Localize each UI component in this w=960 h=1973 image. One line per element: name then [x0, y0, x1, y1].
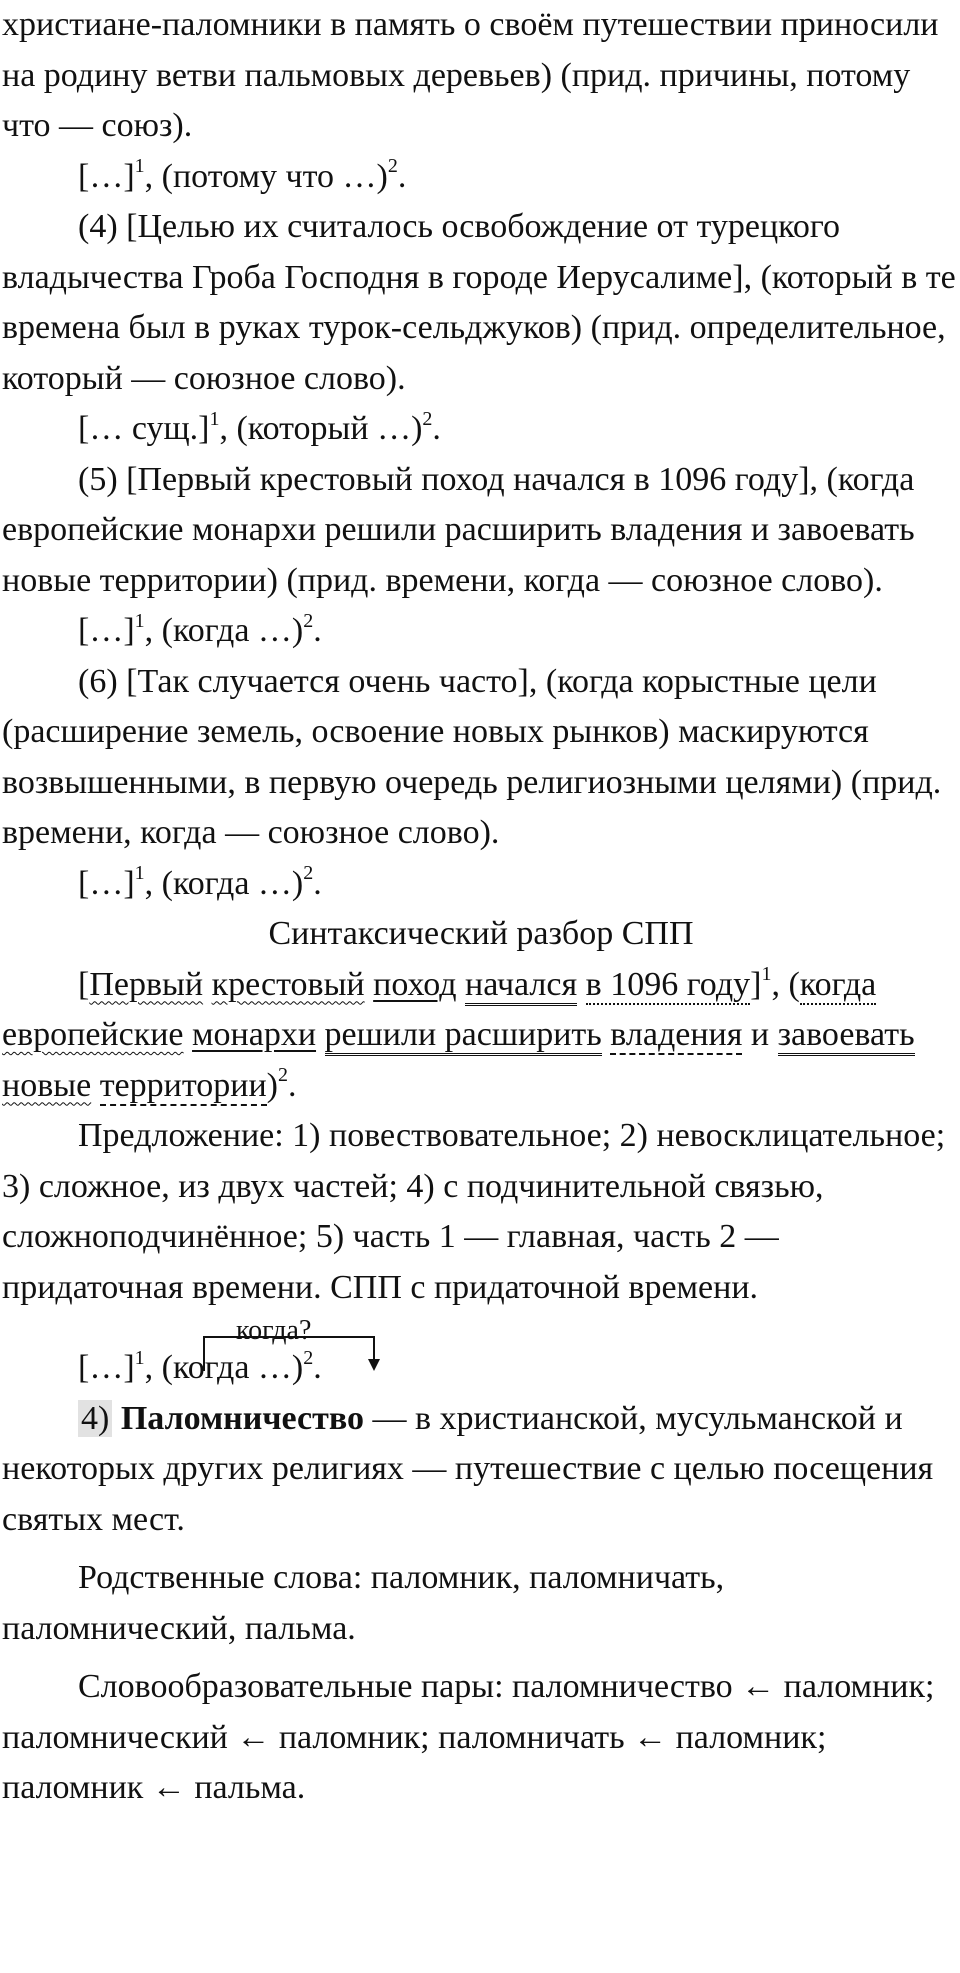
paragraph-5: (5) [Первый крестовый поход начался в 1096 году], (когда европейские монархи решили расширить владения и завоевать новые территории) (прид. времени, когда — союзное слово). — [2, 460, 915, 599]
scheme-part-main: […] — [78, 864, 135, 902]
word-object: владения — [610, 1016, 743, 1053]
superscript: 2 — [303, 862, 314, 885]
superscript: 1 — [209, 407, 220, 430]
word-definition: крестовый — [211, 965, 365, 1003]
word-definition: европейские — [2, 1016, 184, 1053]
scheme-3: […]$^1$, (потому что …)$^2$. — [78, 155, 407, 195]
scheme-part-sub: , (потому что …) — [144, 157, 388, 195]
superscript: 2 — [387, 155, 398, 178]
bracket: [ — [78, 965, 90, 1003]
term: Паломничество — [120, 1399, 364, 1437]
word-object: территории — [99, 1066, 267, 1104]
superscript: 2 — [422, 407, 433, 430]
word-definition: новые — [2, 1066, 92, 1104]
superscript: 2 — [277, 1064, 288, 1087]
word-adverbial: когда — [799, 965, 877, 1003]
scheme-4: [… сущ.]$^1$, (который …)$^2$. — [78, 407, 441, 447]
punct: . — [287, 1066, 297, 1104]
word-conjunction: и — [750, 1016, 770, 1053]
punct: , — [771, 965, 780, 1003]
paragraph-6: (6) [Так случается очень часто], (когда корыстные цели (расширение земель, освоение новых рынков) маскируются возвышенными, в первую очередь религиозными целями) (прид. времени, когда — союзное слово). — [2, 662, 942, 851]
scheme-6: […]$^1$, (когда …)$^2$. — [78, 862, 322, 902]
word-predicate: начался — [465, 966, 577, 1006]
superscript: 2 — [303, 1346, 314, 1369]
scheme-part-sub: , (когда …) — [144, 1349, 304, 1386]
scheme-part-sub: , (когда …) — [144, 612, 304, 649]
superscript: 1 — [134, 862, 145, 885]
paragraph-4: (4) [Целью их считалось освобождение от турецкого владычества Гроба Господня в городе Иерусалиме], (который в те времена был в руках турок-сельджуков) (прид. определительное, который — союзное слово). — [2, 208, 956, 397]
question-label: когда? — [236, 1315, 312, 1346]
bracket: ( — [788, 965, 800, 1003]
scheme-part-main: [… сущ.] — [78, 410, 210, 447]
scheme-part-sub: , (когда …) — [144, 864, 304, 902]
parsed-sentence — [2, 960, 960, 1112]
superscript: 1 — [134, 155, 145, 178]
word-formation-pairs: Словообразовательные пары: паломничество ← паломник; паломнический ← паломник; паломничать ← паломник; паломник ← пальма. — [2, 1668, 935, 1806]
superscript: 2 — [303, 609, 314, 632]
sentence-scheme: когда? […]$^1$, (когда …)$^2$. — [2, 1343, 960, 1394]
word-definition: Первый — [89, 965, 204, 1003]
scheme-5: […]$^1$, (когда …)$^2$. — [78, 609, 322, 649]
word-predicate: завоевать — [778, 1016, 915, 1056]
section-title: Синтаксический разбор СПП — [268, 915, 694, 952]
scheme-part-main: […] — [78, 157, 135, 195]
bracket: ] — [750, 965, 762, 1003]
scheme-part-sub: , (который …) — [219, 410, 423, 447]
related-words: Родственные слова: паломник, паломничать, паломнический, пальма. — [2, 1559, 725, 1647]
scheme-part-main: […] — [78, 612, 135, 649]
word-subject: монархи — [192, 1016, 317, 1053]
definition-text: — в христианской, мусульманской и некоторых других религиях — путешествие с целью посещения святых мест. — [2, 1399, 934, 1538]
superscript: 1 — [761, 963, 772, 986]
word-adverbial: в 1096 году — [585, 965, 751, 1003]
word-subject: поход — [373, 965, 457, 1003]
scheme-part-main: […] — [78, 1349, 135, 1386]
superscript: 1 — [134, 1346, 145, 1369]
paragraph-3-tail: христиане-паломники в память о своём путешествии приносили на родину ветви пальмовых деревьев) (прид. причины, потому что — союз). — [2, 6, 939, 144]
sentence-characteristics: Предложение: 1) повествовательное; 2) невосклицательное; 3) сложное, из двух частей; 4) с подчинительной связью, сложноподчинённое; 5) часть 1 — главная, часть 2 — придаточная времени. СПП с придаточной времени. — [2, 1117, 946, 1306]
superscript: 1 — [134, 609, 145, 632]
task-4-definition — [2, 1394, 960, 1546]
task-number-badge: 4) — [78, 1400, 112, 1437]
bracket: ) — [266, 1066, 278, 1104]
word-predicate: решили расширить — [325, 1016, 602, 1056]
